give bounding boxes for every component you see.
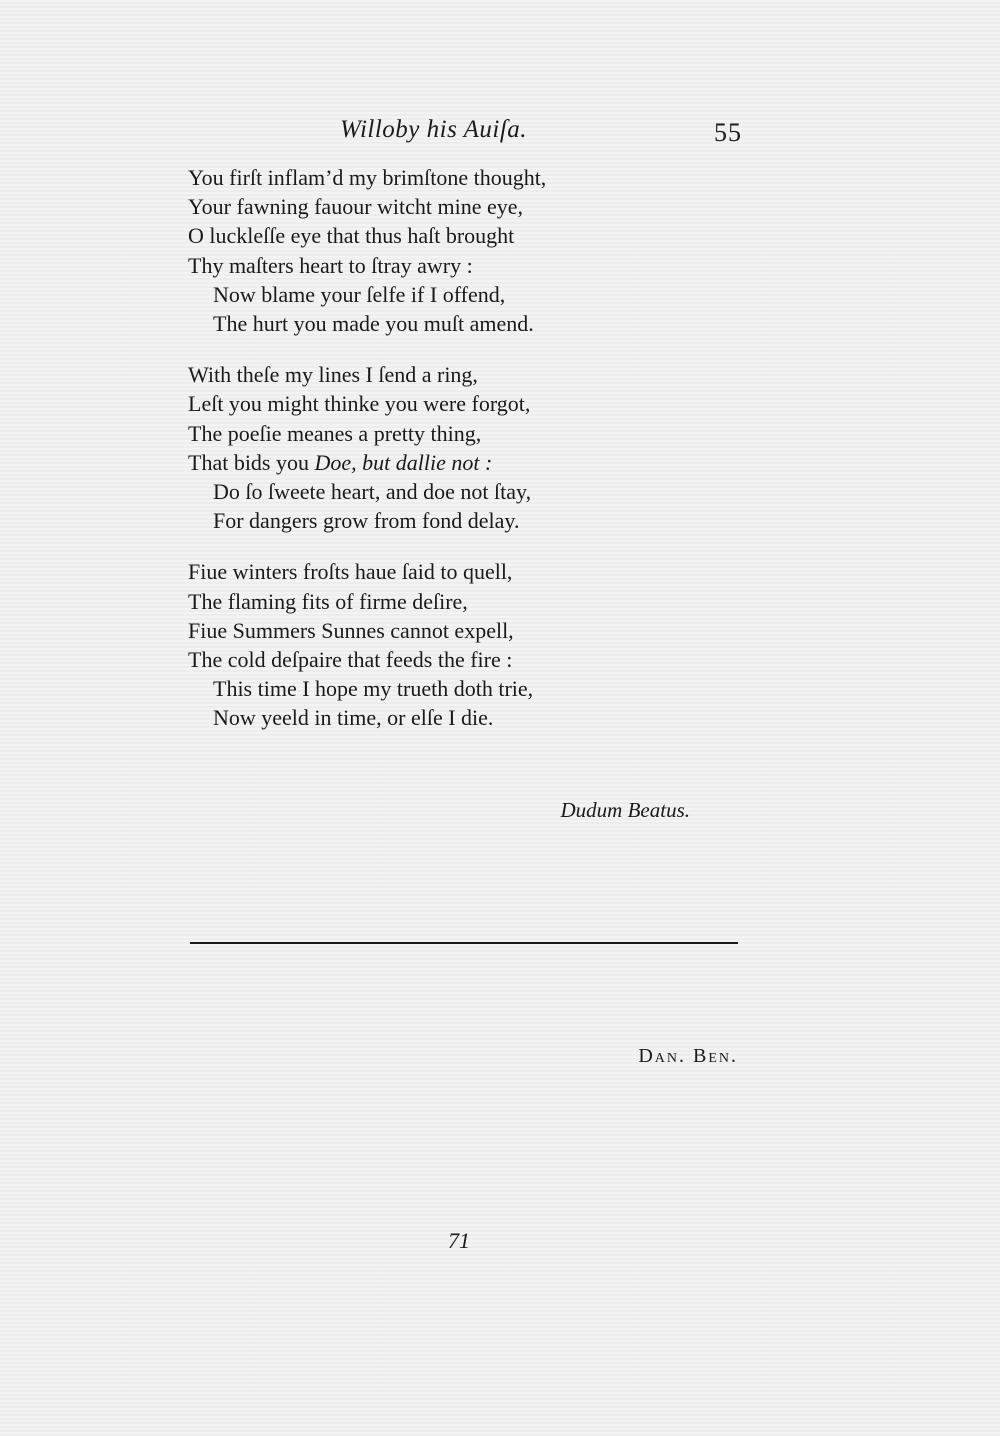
poem-line: Now yeeld in time, or elſe I die.: [213, 705, 494, 731]
poem-line: The hurt you made you muſt amend.: [213, 311, 534, 337]
poem-signature: Dudum Beatus.: [560, 798, 690, 822]
stanza-1: [188, 163, 748, 338]
poem-line: The poeſie meanes a pretty thing,: [188, 420, 482, 446]
stanza-3: [188, 557, 748, 732]
poem-line: The flaming fits of firme deſire,: [188, 588, 468, 614]
poem-line: Fiue winters froſts haue ſaid to quell,: [188, 559, 513, 585]
poem: [188, 163, 748, 755]
page-number: 55: [714, 118, 742, 147]
poem-line: Leſt you might thinke you were forgot,: [188, 391, 531, 417]
poem-line: The cold deſpaire that feeds the fire :: [188, 647, 513, 673]
running-title: Willoby his Auiſa.: [340, 116, 528, 143]
poem-line: O luckleſſe eye that thus haſt brought: [188, 223, 515, 249]
poem-line: Do ſo ſweete heart, and doe not ſtay,: [213, 479, 532, 505]
poem-line: You firſt inflam’d my brimſtone thought,: [188, 165, 547, 190]
poem-line-roman: That bids you: [188, 449, 315, 475]
poem-line: Now blame your ſelfe if I offend,: [213, 281, 506, 307]
poem-line: Your fawning fauour witcht mine eye,: [188, 194, 524, 220]
stanza-2: [188, 360, 748, 535]
poem-line: Thy maſters heart to ſtray awry :: [188, 252, 473, 278]
poem-line: This time I hope my trueth doth trie,: [213, 676, 534, 702]
attribution: Dan. Ben.: [638, 1045, 738, 1067]
poem-line: Fiue Summers Sunnes cannot expell,: [188, 617, 514, 643]
poem-line: With theſe my lines I ſend a ring,: [188, 362, 478, 388]
poem-line-italic-motto: Doe, but dallie not :: [314, 449, 493, 475]
poem-line: [188, 448, 748, 477]
poem-line: For dangers grow from fond delay.: [213, 508, 520, 534]
horizontal-rule: [190, 942, 738, 944]
signature-mark: 71: [448, 1228, 470, 1253]
